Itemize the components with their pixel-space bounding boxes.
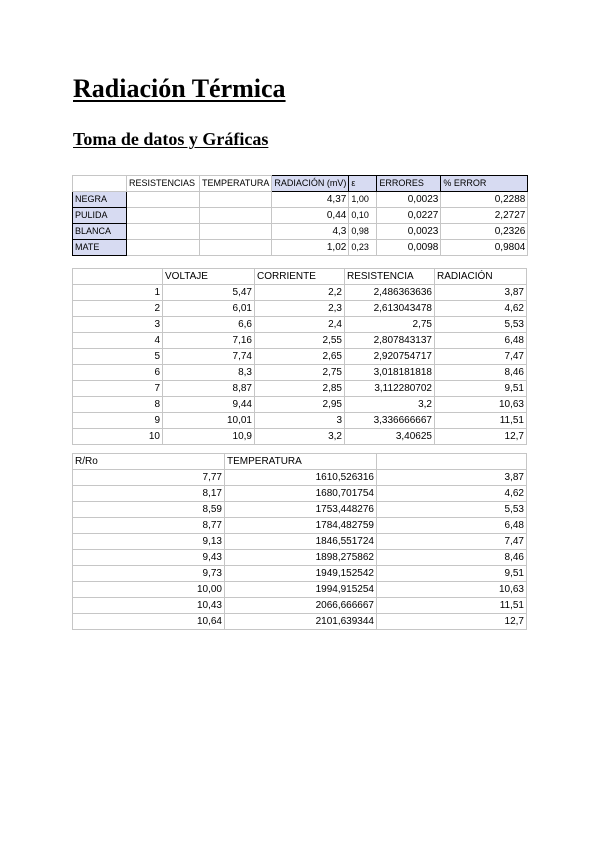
table-cell [200, 224, 272, 240]
table-cell: 7,47 [377, 534, 527, 550]
table-row [73, 240, 528, 256]
table-cell: 10,00 [73, 582, 225, 598]
header-cell [73, 176, 127, 192]
table-cell: 5 [73, 349, 163, 365]
table-cell: 2,95 [255, 397, 345, 413]
table-cell: 11,51 [435, 413, 527, 429]
table-row [73, 397, 527, 413]
table-cell [200, 192, 272, 208]
header-cell: RESISTENCIAS [127, 176, 200, 192]
header-cell: R/Ro [73, 454, 225, 470]
table-cell: 3,336666667 [345, 413, 435, 429]
row-label: PULIDA [73, 208, 127, 224]
table-cell: 2,613043478 [345, 301, 435, 317]
table-cell: 8,17 [73, 486, 225, 502]
table-cell: 2,4 [255, 317, 345, 333]
table-cell: 2,75 [255, 365, 345, 381]
section-subtitle: Toma de datos y Gráficas [73, 129, 269, 149]
table-cell: 3,112280702 [345, 381, 435, 397]
table-cell: 8,59 [73, 502, 225, 518]
table-cell: 9,13 [73, 534, 225, 550]
table-cell: 1,00 [349, 192, 377, 208]
table-cell: 1 [73, 285, 163, 301]
header-cell: CORRIENTE [255, 269, 345, 285]
table-cell [127, 192, 200, 208]
table-row [73, 614, 527, 630]
table-cell: 1994,915254 [225, 582, 377, 598]
table-row [73, 301, 527, 317]
table-cell: 8,3 [163, 365, 255, 381]
table-cell: 7,47 [435, 349, 527, 365]
table-cell: 10,9 [163, 429, 255, 445]
table-cell: 6,48 [435, 333, 527, 349]
header-cell: RESISTENCIA [345, 269, 435, 285]
table-cell: 9,51 [435, 381, 527, 397]
table-cell: 5,47 [163, 285, 255, 301]
table-cell: 9,43 [73, 550, 225, 566]
table-cell: 3,2 [345, 397, 435, 413]
table-cell: 2101,639344 [225, 614, 377, 630]
table-cell: 2,486363636 [345, 285, 435, 301]
table-cell: 10,63 [377, 582, 527, 598]
table-cell: 2 [73, 301, 163, 317]
table-row [73, 429, 527, 445]
header-cell: TEMPERATURA [200, 176, 272, 192]
table-cell: 8,46 [435, 365, 527, 381]
table-cell: 5,53 [377, 502, 527, 518]
header-cell: TEMPERATURA [225, 454, 377, 470]
table-cell: 9,44 [163, 397, 255, 413]
table-cell: 3,2 [255, 429, 345, 445]
table-cell: 0,0023 [377, 224, 441, 240]
table-cell: 8,46 [377, 550, 527, 566]
voltage-current-table [72, 268, 527, 445]
ratio-temperature-table [72, 453, 527, 630]
table-cell: 9,73 [73, 566, 225, 582]
table-cell: 10,63 [435, 397, 527, 413]
header-cell [377, 454, 527, 470]
table-cell: 0,23 [349, 240, 377, 256]
table-cell: 11,51 [377, 598, 527, 614]
table-cell: 1753,448276 [225, 502, 377, 518]
row-label: BLANCA [73, 224, 127, 240]
table-cell: 0,10 [349, 208, 377, 224]
table-cell: 1610,526316 [225, 470, 377, 486]
table-cell: 4,37 [272, 192, 349, 208]
table-cell [127, 224, 200, 240]
table-cell: 2,55 [255, 333, 345, 349]
header-cell: ε [349, 176, 377, 192]
table-cell: 0,9804 [441, 240, 528, 256]
table-cell: 2,807843137 [345, 333, 435, 349]
table-cell: 4,62 [377, 486, 527, 502]
table-row [73, 413, 527, 429]
table-row [73, 486, 527, 502]
table-header-row [73, 269, 527, 285]
table-row [73, 285, 527, 301]
table-cell: 4 [73, 333, 163, 349]
table-header-row [73, 176, 528, 192]
table-row [73, 470, 527, 486]
table-cell [200, 208, 272, 224]
table-cell: 0,2288 [441, 192, 528, 208]
table-cell: 10,43 [73, 598, 225, 614]
table-cell: 4,62 [435, 301, 527, 317]
table-cell: 5,53 [435, 317, 527, 333]
table-cell: 8,77 [73, 518, 225, 534]
table-row [73, 518, 527, 534]
table-cell: 2,75 [345, 317, 435, 333]
table-row [73, 550, 527, 566]
table-cell: 1949,152542 [225, 566, 377, 582]
table-row [73, 192, 528, 208]
table-row [73, 534, 527, 550]
table-cell: 10,64 [73, 614, 225, 630]
table-cell: 1846,551724 [225, 534, 377, 550]
table-cell: 1680,701754 [225, 486, 377, 502]
table-cell: 7 [73, 381, 163, 397]
table-cell: 8,87 [163, 381, 255, 397]
table-cell: 2,65 [255, 349, 345, 365]
table-cell: 9,51 [377, 566, 527, 582]
table-cell: 2,920754717 [345, 349, 435, 365]
table-cell: 7,16 [163, 333, 255, 349]
header-cell: RADIACIÓN [435, 269, 527, 285]
table-row [73, 381, 527, 397]
table-cell: 12,7 [377, 614, 527, 630]
table-cell: 3 [255, 413, 345, 429]
radiation-surfaces-table [72, 175, 528, 256]
table-cell: 8 [73, 397, 163, 413]
table-row [73, 582, 527, 598]
table-cell: 7,74 [163, 349, 255, 365]
table-cell [127, 208, 200, 224]
table-cell: 0,0227 [377, 208, 441, 224]
table-cell [200, 240, 272, 256]
row-label: MATE [73, 240, 127, 256]
header-cell [73, 269, 163, 285]
table-cell: 6 [73, 365, 163, 381]
table-row [73, 365, 527, 381]
table-cell: 2,2 [255, 285, 345, 301]
table-cell: 9 [73, 413, 163, 429]
header-cell: % ERROR [441, 176, 528, 192]
table-cell: 3,40625 [345, 429, 435, 445]
table-cell [127, 240, 200, 256]
table-row [73, 317, 527, 333]
table-cell: 3,87 [435, 285, 527, 301]
table-cell: 6,48 [377, 518, 527, 534]
table-header-row [73, 454, 527, 470]
table-cell: 1898,275862 [225, 550, 377, 566]
table-cell: 3,87 [377, 470, 527, 486]
table-row [73, 333, 527, 349]
table-cell: 1,02 [272, 240, 349, 256]
table-cell: 0,44 [272, 208, 349, 224]
table-cell: 0,0023 [377, 192, 441, 208]
table-row [73, 208, 528, 224]
table-cell: 6,6 [163, 317, 255, 333]
table-row [73, 224, 528, 240]
table-cell: 7,77 [73, 470, 225, 486]
table-cell: 6,01 [163, 301, 255, 317]
table-cell: 1784,482759 [225, 518, 377, 534]
table-cell: 4,3 [272, 224, 349, 240]
table-row [73, 598, 527, 614]
table-cell: 2066,666667 [225, 598, 377, 614]
table-cell: 2,85 [255, 381, 345, 397]
table-cell: 0,98 [349, 224, 377, 240]
table-cell: 2,2727 [441, 208, 528, 224]
row-label: NEGRA [73, 192, 127, 208]
table-row [73, 502, 527, 518]
header-cell: RADIACIÓN (mV) [272, 176, 349, 192]
header-cell: ERRORES [377, 176, 441, 192]
table-cell: 0,2326 [441, 224, 528, 240]
table-cell: 0,0098 [377, 240, 441, 256]
header-cell: VOLTAJE [163, 269, 255, 285]
table-cell: 12,7 [435, 429, 527, 445]
table-cell: 10,01 [163, 413, 255, 429]
table-cell: 3 [73, 317, 163, 333]
table-cell: 10 [73, 429, 163, 445]
table-cell: 3,018181818 [345, 365, 435, 381]
table-row [73, 566, 527, 582]
table-cell: 2,3 [255, 301, 345, 317]
page-title: Radiación Térmica [73, 74, 286, 103]
table-row [73, 349, 527, 365]
